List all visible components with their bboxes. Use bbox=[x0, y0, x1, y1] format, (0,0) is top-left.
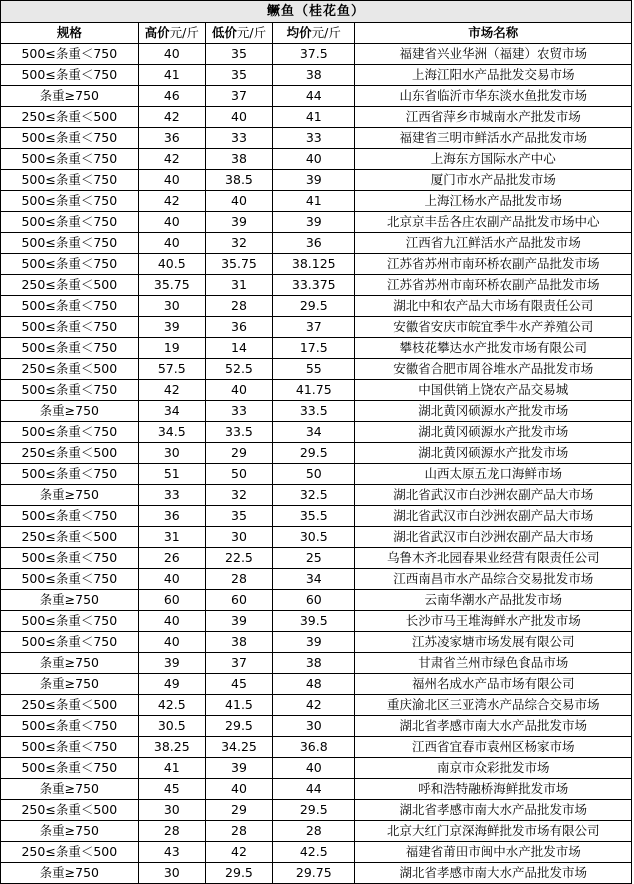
cell-low: 29 bbox=[205, 800, 272, 821]
cell-avg: 29.5 bbox=[273, 296, 355, 317]
cell-low: 60 bbox=[205, 590, 272, 611]
table-row bbox=[1, 275, 632, 296]
cell-high: 41 bbox=[138, 65, 205, 86]
cell-avg: 39.5 bbox=[273, 611, 355, 632]
table-row bbox=[1, 149, 632, 170]
cell-avg: 25 bbox=[273, 548, 355, 569]
cell-spec: 500≤条重＜750 bbox=[1, 233, 139, 254]
cell-spec: 500≤条重＜750 bbox=[1, 254, 139, 275]
cell-avg: 38 bbox=[273, 65, 355, 86]
cell-high: 40 bbox=[138, 212, 205, 233]
cell-spec: 250≤条重＜500 bbox=[1, 527, 139, 548]
cell-spec: 500≤条重＜750 bbox=[1, 758, 139, 779]
cell-low: 29.5 bbox=[205, 863, 272, 884]
cell-avg: 34 bbox=[273, 569, 355, 590]
cell-market: 江西南昌市水产品综合交易批发市场 bbox=[355, 569, 632, 590]
cell-spec: 500≤条重＜750 bbox=[1, 422, 139, 443]
cell-spec: 500≤条重＜750 bbox=[1, 611, 139, 632]
cell-high: 40 bbox=[138, 632, 205, 653]
cell-low: 39 bbox=[205, 611, 272, 632]
cell-spec: 500≤条重＜750 bbox=[1, 632, 139, 653]
cell-high: 36 bbox=[138, 506, 205, 527]
cell-market: 湖北省孝感市南大水产品批发市场 bbox=[355, 863, 632, 884]
cell-low: 40 bbox=[205, 191, 272, 212]
cell-market: 呼和浩特融桥海鲜批发市场 bbox=[355, 779, 632, 800]
cell-market: 福建省莆田市闽中水产批发市场 bbox=[355, 842, 632, 863]
cell-spec: 500≤条重＜750 bbox=[1, 737, 139, 758]
table-row bbox=[1, 695, 632, 716]
cell-market: 湖北中和农产品大市场有限责任公司 bbox=[355, 296, 632, 317]
cell-high: 57.5 bbox=[138, 359, 205, 380]
cell-market: 北京京丰岳各庄农副产品批发市场中心 bbox=[355, 212, 632, 233]
cell-high: 43 bbox=[138, 842, 205, 863]
cell-market: 湖北省孝感市南大水产品批发市场 bbox=[355, 800, 632, 821]
table-row bbox=[1, 653, 632, 674]
cell-avg: 32.5 bbox=[273, 485, 355, 506]
table-row bbox=[1, 716, 632, 737]
table-row bbox=[1, 254, 632, 275]
cell-market: 湖北黄冈硕源水产批发市场 bbox=[355, 401, 632, 422]
cell-spec: 250≤条重＜500 bbox=[1, 443, 139, 464]
cell-low: 36 bbox=[205, 317, 272, 338]
table-row bbox=[1, 296, 632, 317]
cell-avg: 38.125 bbox=[273, 254, 355, 275]
cell-high: 42 bbox=[138, 380, 205, 401]
table-row bbox=[1, 107, 632, 128]
cell-avg: 33.5 bbox=[273, 401, 355, 422]
cell-avg: 50 bbox=[273, 464, 355, 485]
cell-spec: 500≤条重＜750 bbox=[1, 716, 139, 737]
header-row bbox=[1, 23, 632, 44]
cell-low: 29 bbox=[205, 443, 272, 464]
cell-market: 上海江杨水产品批发市场 bbox=[355, 191, 632, 212]
cell-spec: 250≤条重＜500 bbox=[1, 800, 139, 821]
cell-spec: 条重≥750 bbox=[1, 674, 139, 695]
cell-low: 30 bbox=[205, 527, 272, 548]
cell-market: 湖北省武汉市白沙洲农副产品大市场 bbox=[355, 485, 632, 506]
cell-avg: 36.8 bbox=[273, 737, 355, 758]
cell-spec: 500≤条重＜750 bbox=[1, 128, 139, 149]
table-row bbox=[1, 548, 632, 569]
cell-low: 32 bbox=[205, 485, 272, 506]
cell-market: 中国供销上饶农产品交易城 bbox=[355, 380, 632, 401]
cell-high: 49 bbox=[138, 674, 205, 695]
cell-avg: 29.5 bbox=[273, 443, 355, 464]
table-row bbox=[1, 86, 632, 107]
cell-high: 41 bbox=[138, 758, 205, 779]
cell-market: 湖北省武汉市白沙洲农副产品大市场 bbox=[355, 506, 632, 527]
cell-spec: 500≤条重＜750 bbox=[1, 317, 139, 338]
table-row bbox=[1, 317, 632, 338]
cell-low: 40 bbox=[205, 107, 272, 128]
cell-spec: 250≤条重＜500 bbox=[1, 695, 139, 716]
cell-high: 38.25 bbox=[138, 737, 205, 758]
cell-market: 长沙市马王堆海鲜水产批发市场 bbox=[355, 611, 632, 632]
table-row bbox=[1, 44, 632, 65]
table-row bbox=[1, 359, 632, 380]
cell-avg: 42.5 bbox=[273, 842, 355, 863]
cell-low: 32 bbox=[205, 233, 272, 254]
cell-low: 33 bbox=[205, 401, 272, 422]
cell-low: 28 bbox=[205, 821, 272, 842]
cell-high: 40 bbox=[138, 233, 205, 254]
table-row bbox=[1, 590, 632, 611]
cell-spec: 条重≥750 bbox=[1, 401, 139, 422]
cell-avg: 37 bbox=[273, 317, 355, 338]
cell-high: 30 bbox=[138, 863, 205, 884]
cell-avg: 38 bbox=[273, 653, 355, 674]
cell-low: 40 bbox=[205, 380, 272, 401]
cell-avg: 34 bbox=[273, 422, 355, 443]
cell-high: 51 bbox=[138, 464, 205, 485]
cell-avg: 41 bbox=[273, 107, 355, 128]
header-low-unit: 元/斤 bbox=[236, 25, 267, 40]
table-row bbox=[1, 632, 632, 653]
cell-avg: 36 bbox=[273, 233, 355, 254]
table-title: 鳜鱼（桂花鱼） bbox=[1, 1, 632, 23]
cell-high: 30.5 bbox=[138, 716, 205, 737]
cell-avg: 60 bbox=[273, 590, 355, 611]
cell-avg: 37.5 bbox=[273, 44, 355, 65]
table-row bbox=[1, 65, 632, 86]
cell-market: 江西省萍乡市城南水产批发市场 bbox=[355, 107, 632, 128]
cell-low: 52.5 bbox=[205, 359, 272, 380]
cell-spec: 250≤条重＜500 bbox=[1, 107, 139, 128]
cell-spec: 500≤条重＜750 bbox=[1, 380, 139, 401]
table-row bbox=[1, 338, 632, 359]
cell-avg: 30 bbox=[273, 716, 355, 737]
header-avg-label: 均价 bbox=[286, 25, 312, 40]
header-low bbox=[205, 23, 272, 44]
cell-low: 33 bbox=[205, 128, 272, 149]
cell-avg: 48 bbox=[273, 674, 355, 695]
cell-low: 31 bbox=[205, 275, 272, 296]
cell-market: 湖北黄冈硕源水产批发市场 bbox=[355, 443, 632, 464]
cell-avg: 17.5 bbox=[273, 338, 355, 359]
cell-high: 19 bbox=[138, 338, 205, 359]
cell-low: 50 bbox=[205, 464, 272, 485]
cell-spec: 500≤条重＜750 bbox=[1, 464, 139, 485]
cell-avg: 29.75 bbox=[273, 863, 355, 884]
cell-spec: 条重≥750 bbox=[1, 863, 139, 884]
cell-low: 29.5 bbox=[205, 716, 272, 737]
header-high-unit: 元/斤 bbox=[169, 25, 199, 40]
cell-low: 22.5 bbox=[205, 548, 272, 569]
cell-low: 35 bbox=[205, 65, 272, 86]
cell-market: 乌鲁木齐北园春果业经营有限责任公司 bbox=[355, 548, 632, 569]
cell-avg: 39 bbox=[273, 212, 355, 233]
cell-market: 江西省九江鲜活水产品批发市场 bbox=[355, 233, 632, 254]
table-row bbox=[1, 527, 632, 548]
table-row bbox=[1, 821, 632, 842]
cell-high: 34.5 bbox=[138, 422, 205, 443]
cell-high: 40 bbox=[138, 44, 205, 65]
cell-high: 30 bbox=[138, 800, 205, 821]
cell-avg: 44 bbox=[273, 86, 355, 107]
cell-market: 云南华潮水产品批发市场 bbox=[355, 590, 632, 611]
cell-high: 45 bbox=[138, 779, 205, 800]
cell-market: 上海江阳水产品批发交易市场 bbox=[355, 65, 632, 86]
cell-market: 南京市众彩批发市场 bbox=[355, 758, 632, 779]
cell-spec: 250≤条重＜500 bbox=[1, 842, 139, 863]
cell-market: 福州名成水产品市场有限公司 bbox=[355, 674, 632, 695]
cell-spec: 条重≥750 bbox=[1, 485, 139, 506]
cell-low: 39 bbox=[205, 758, 272, 779]
header-low-label: 低价 bbox=[211, 25, 237, 40]
cell-low: 35 bbox=[205, 44, 272, 65]
table-row bbox=[1, 485, 632, 506]
cell-market: 湖北省孝感市南大水产品批发市场 bbox=[355, 716, 632, 737]
table-row bbox=[1, 863, 632, 884]
cell-low: 35 bbox=[205, 506, 272, 527]
cell-market: 江西省宜春市袁州区杨家市场 bbox=[355, 737, 632, 758]
table-row bbox=[1, 233, 632, 254]
cell-spec: 250≤条重＜500 bbox=[1, 275, 139, 296]
cell-market: 湖北黄冈硕源水产批发市场 bbox=[355, 422, 632, 443]
header-spec: 规格 bbox=[1, 23, 139, 44]
cell-high: 39 bbox=[138, 317, 205, 338]
cell-high: 36 bbox=[138, 128, 205, 149]
cell-spec: 500≤条重＜750 bbox=[1, 548, 139, 569]
cell-market: 福建省兴业华洲（福建）农贸市场 bbox=[355, 44, 632, 65]
cell-avg: 40 bbox=[273, 149, 355, 170]
header-avg-unit: 元/斤 bbox=[311, 25, 341, 40]
cell-market: 甘肃省兰州市绿色食品市场 bbox=[355, 653, 632, 674]
cell-avg: 33 bbox=[273, 128, 355, 149]
cell-high: 42.5 bbox=[138, 695, 205, 716]
cell-low: 42 bbox=[205, 842, 272, 863]
cell-spec: 500≤条重＜750 bbox=[1, 569, 139, 590]
cell-low: 28 bbox=[205, 296, 272, 317]
cell-spec: 500≤条重＜750 bbox=[1, 212, 139, 233]
cell-market: 厦门市水产品批发市场 bbox=[355, 170, 632, 191]
cell-high: 42 bbox=[138, 191, 205, 212]
cell-low: 40 bbox=[205, 779, 272, 800]
header-avg bbox=[273, 23, 355, 44]
cell-market: 北京大红门京深海鲜批发市场有限公司 bbox=[355, 821, 632, 842]
cell-high: 39 bbox=[138, 653, 205, 674]
cell-avg: 39 bbox=[273, 632, 355, 653]
cell-avg: 29.5 bbox=[273, 800, 355, 821]
cell-market: 上海东方国际水产中心 bbox=[355, 149, 632, 170]
cell-high: 40 bbox=[138, 569, 205, 590]
cell-low: 35.75 bbox=[205, 254, 272, 275]
header-market: 市场名称 bbox=[355, 23, 632, 44]
cell-avg: 35.5 bbox=[273, 506, 355, 527]
table-row bbox=[1, 443, 632, 464]
table-row bbox=[1, 800, 632, 821]
table-row bbox=[1, 464, 632, 485]
cell-high: 42 bbox=[138, 149, 205, 170]
cell-low: 41.5 bbox=[205, 695, 272, 716]
cell-spec: 500≤条重＜750 bbox=[1, 338, 139, 359]
cell-avg: 44 bbox=[273, 779, 355, 800]
cell-low: 37 bbox=[205, 86, 272, 107]
table-row bbox=[1, 380, 632, 401]
cell-avg: 42 bbox=[273, 695, 355, 716]
cell-high: 31 bbox=[138, 527, 205, 548]
table-row bbox=[1, 170, 632, 191]
cell-high: 33 bbox=[138, 485, 205, 506]
cell-high: 40.5 bbox=[138, 254, 205, 275]
cell-spec: 500≤条重＜750 bbox=[1, 65, 139, 86]
table-row bbox=[1, 611, 632, 632]
cell-low: 45 bbox=[205, 674, 272, 695]
cell-high: 60 bbox=[138, 590, 205, 611]
cell-avg: 41 bbox=[273, 191, 355, 212]
table-row bbox=[1, 758, 632, 779]
cell-low: 37 bbox=[205, 653, 272, 674]
table-row bbox=[1, 737, 632, 758]
table-row bbox=[1, 779, 632, 800]
header-high-label: 高价 bbox=[144, 25, 170, 40]
cell-market: 安徽省安庆市皖宜季牛水产养殖公司 bbox=[355, 317, 632, 338]
cell-spec: 条重≥750 bbox=[1, 821, 139, 842]
table-row bbox=[1, 128, 632, 149]
cell-market: 重庆渝北区三亚湾水产品综合交易市场 bbox=[355, 695, 632, 716]
cell-high: 30 bbox=[138, 296, 205, 317]
table-row bbox=[1, 191, 632, 212]
cell-low: 34.25 bbox=[205, 737, 272, 758]
cell-low: 33.5 bbox=[205, 422, 272, 443]
cell-spec: 条重≥750 bbox=[1, 779, 139, 800]
cell-low: 14 bbox=[205, 338, 272, 359]
cell-high: 34 bbox=[138, 401, 205, 422]
cell-low: 38 bbox=[205, 149, 272, 170]
cell-spec: 500≤条重＜750 bbox=[1, 44, 139, 65]
cell-spec: 500≤条重＜750 bbox=[1, 296, 139, 317]
cell-spec: 条重≥750 bbox=[1, 86, 139, 107]
cell-spec: 250≤条重＜500 bbox=[1, 359, 139, 380]
cell-market: 山东省临沂市华东淡水鱼批发市场 bbox=[355, 86, 632, 107]
cell-spec: 500≤条重＜750 bbox=[1, 170, 139, 191]
cell-market: 攀枝花攀达水产批发市场有限公司 bbox=[355, 338, 632, 359]
cell-market: 山西太原五龙口海鲜市场 bbox=[355, 464, 632, 485]
cell-avg: 30.5 bbox=[273, 527, 355, 548]
cell-high: 28 bbox=[138, 821, 205, 842]
cell-market: 江苏省苏州市南环桥农副产品批发市场 bbox=[355, 275, 632, 296]
cell-spec: 500≤条重＜750 bbox=[1, 149, 139, 170]
cell-avg: 39 bbox=[273, 170, 355, 191]
cell-market: 安徽省合肥市周谷堆水产品批发市场 bbox=[355, 359, 632, 380]
cell-spec: 500≤条重＜750 bbox=[1, 506, 139, 527]
cell-avg: 33.375 bbox=[273, 275, 355, 296]
cell-market: 湖北省武汉市白沙洲农副产品大市场 bbox=[355, 527, 632, 548]
cell-market: 江苏凌家塘市场发展有限公司 bbox=[355, 632, 632, 653]
cell-market: 福建省三明市鲜活水产品批发市场 bbox=[355, 128, 632, 149]
header-high bbox=[138, 23, 205, 44]
table-row bbox=[1, 506, 632, 527]
cell-avg: 41.75 bbox=[273, 380, 355, 401]
cell-avg: 55 bbox=[273, 359, 355, 380]
cell-spec: 条重≥750 bbox=[1, 590, 139, 611]
table-row bbox=[1, 401, 632, 422]
cell-low: 38.5 bbox=[205, 170, 272, 191]
cell-high: 35.75 bbox=[138, 275, 205, 296]
cell-high: 46 bbox=[138, 86, 205, 107]
table-row bbox=[1, 212, 632, 233]
cell-avg: 28 bbox=[273, 821, 355, 842]
table-row bbox=[1, 569, 632, 590]
cell-avg: 40 bbox=[273, 758, 355, 779]
table-row bbox=[1, 674, 632, 695]
cell-market: 江苏省苏州市南环桥农副产品批发市场 bbox=[355, 254, 632, 275]
cell-low: 38 bbox=[205, 632, 272, 653]
cell-spec: 条重≥750 bbox=[1, 653, 139, 674]
cell-high: 30 bbox=[138, 443, 205, 464]
table-body bbox=[1, 44, 632, 884]
cell-spec: 500≤条重＜750 bbox=[1, 191, 139, 212]
cell-high: 42 bbox=[138, 107, 205, 128]
cell-low: 39 bbox=[205, 212, 272, 233]
cell-high: 26 bbox=[138, 548, 205, 569]
cell-high: 40 bbox=[138, 170, 205, 191]
table-row bbox=[1, 842, 632, 863]
cell-high: 40 bbox=[138, 611, 205, 632]
cell-low: 28 bbox=[205, 569, 272, 590]
table-row bbox=[1, 422, 632, 443]
